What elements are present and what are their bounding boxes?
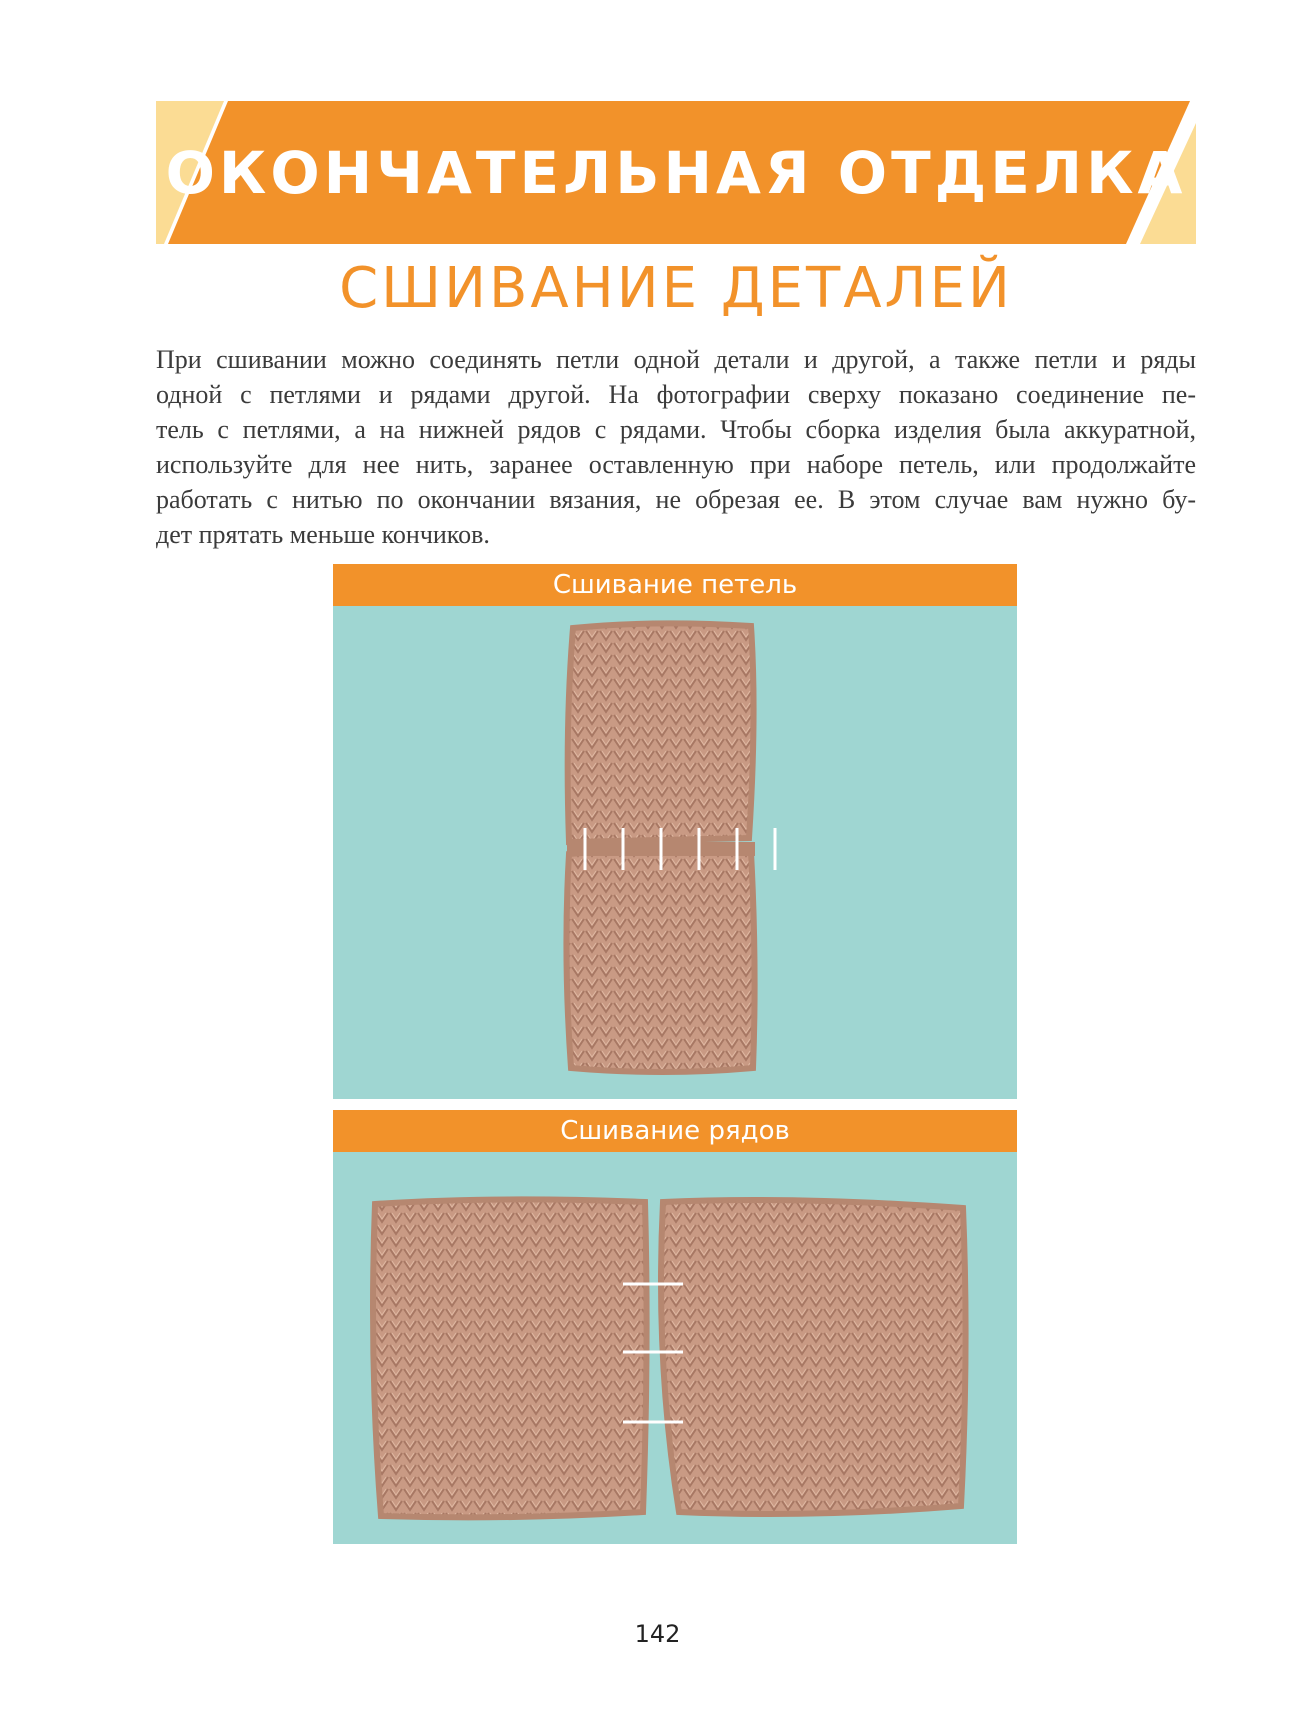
section-title: СШИВАНИЕ ДЕТАЛЕЙ xyxy=(339,256,1013,321)
figure-caption: Сшивание рядов xyxy=(333,1110,1017,1152)
figure-row-seam xyxy=(333,1110,1017,1544)
body-line: используйте для нее нить, заранее оставленную при наборе петель, или продолжайте xyxy=(156,450,1196,479)
knitted-swatches-illustration xyxy=(333,606,1017,1099)
chapter-title: ОКОНЧАТЕЛЬНАЯ ОТДЕЛКА xyxy=(165,138,1187,207)
body-line: тель с петлями, а на нижней рядов с рядами. Чтобы сборка изделия была аккуратной, xyxy=(156,415,1196,444)
stitch-seam-photo xyxy=(333,606,1017,1099)
figure-stitch-seam xyxy=(333,564,1017,1099)
row-seam-photo xyxy=(333,1152,1017,1544)
figure-caption: Сшивание петель xyxy=(333,564,1017,606)
page-number: 142 xyxy=(634,1620,681,1648)
body-line: одной с петлями и рядами другой. На фотографии сверху показано соединение пе- xyxy=(156,380,1196,409)
body-line: работать с нитью по окончании вязания, не обрезая ее. В этом случае вам нужно бу- xyxy=(156,485,1196,514)
chapter-banner xyxy=(156,101,1196,244)
knitted-swatches-illustration xyxy=(333,1152,1017,1544)
body-line: дет прятать меньше кончиков. xyxy=(156,520,490,549)
body-paragraph xyxy=(156,342,1196,552)
body-line: При сшивании можно соединять петли одной детали и другой, а также петли и ряды xyxy=(156,345,1196,374)
